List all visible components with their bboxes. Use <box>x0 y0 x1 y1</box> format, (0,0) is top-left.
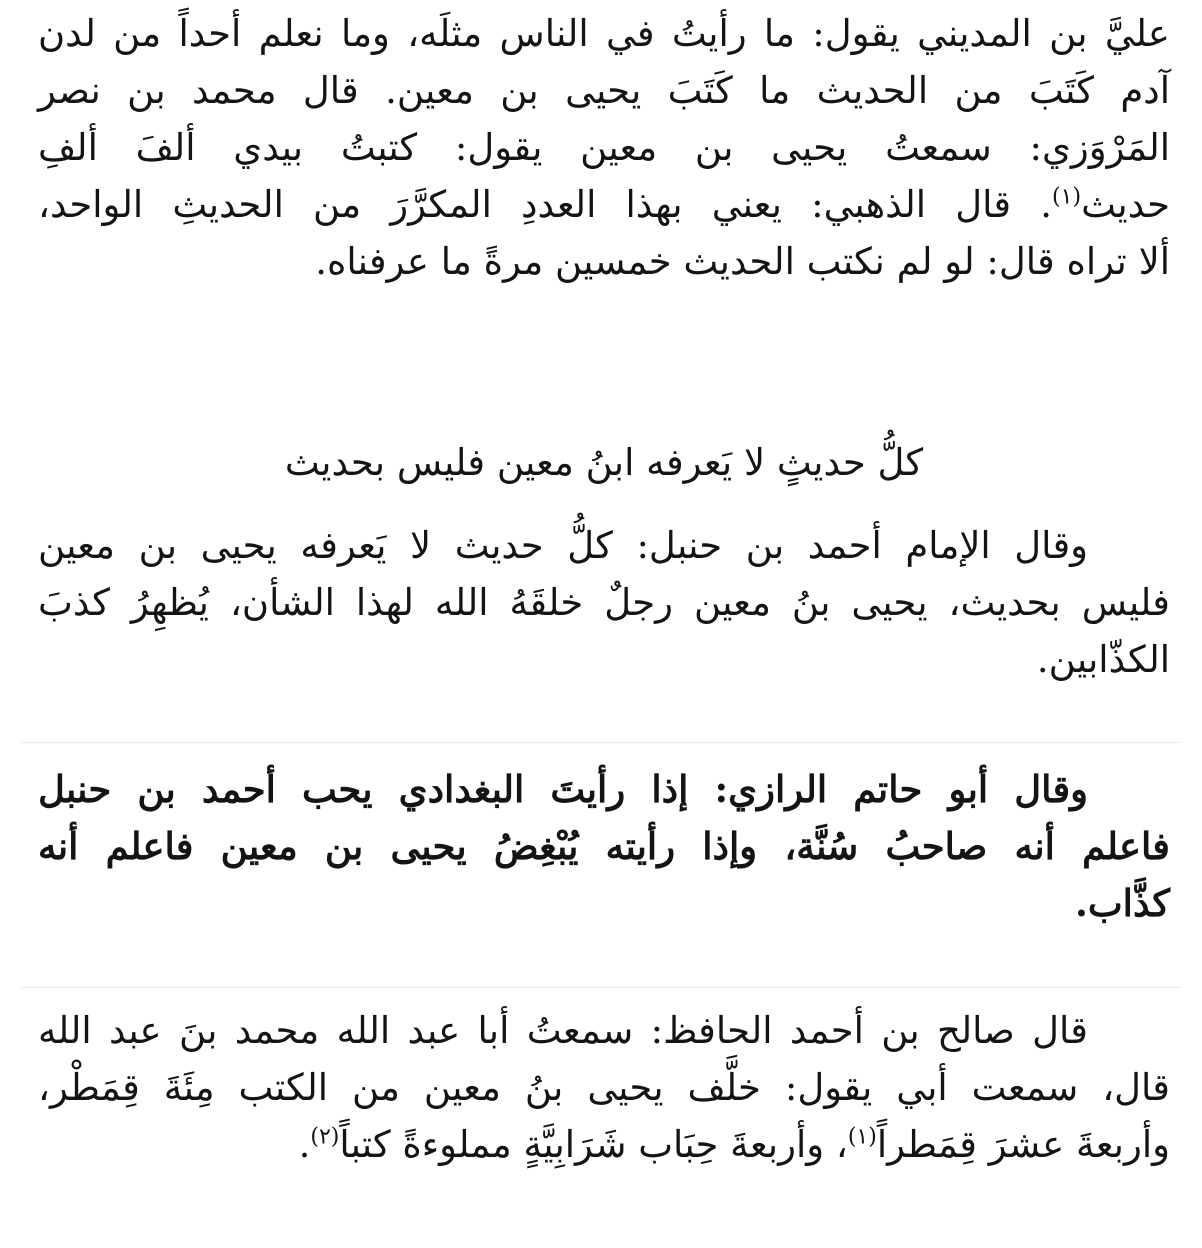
period: . <box>1040 183 1053 226</box>
divider <box>20 987 1182 988</box>
footnote-marker[interactable]: (١) <box>1052 184 1082 210</box>
paragraph-ahmad-ibn-hanbal <box>38 517 1170 688</box>
period: . <box>298 1123 311 1166</box>
paragraph-abu-hatim <box>38 761 1170 932</box>
text-line <box>38 1116 1170 1173</box>
text-fragment: قال الذهبي: يعني بهذا العددِ المكرَّرَ من الحديثِ الواحد، <box>38 183 1012 226</box>
text-line: فاعلم أنه صاحبُ سُنَّة، وإذا رأيته يُبْغِضُ يحيى بن معين فاعلم أنه <box>38 824 1170 868</box>
text-line <box>38 176 1170 233</box>
paragraph-salih-ibn-ahmad <box>38 1002 1170 1173</box>
text-line: آدم كَتَبَ من الحديث ما كَتَبَ يحيى بن معين. قال محمد بن نصر <box>38 69 1170 112</box>
text-line: قال صالح بن أحمد الحافظ: سمعتُ أبا عبد الله محمد بنَ عبد الله <box>38 1009 1088 1052</box>
footnote-marker[interactable]: (٢) <box>310 1124 340 1150</box>
text-fragment: ، وأربعةَ حِبَاب شَرَابِيَّةٍ مملوءةً كتباً <box>339 1123 848 1166</box>
text-line: المَرْوَزي: سمعتُ يحيى بن معين يقول: كتبتُ بيدي ألفَ ألفِ <box>38 126 1170 169</box>
text-line: فليس بحديث، يحيى بنُ معين رجلٌ خلقَهُ الله لهذا الشأن، يُظهِرُ كذبَ <box>38 581 1170 624</box>
text-fragment: وأربعةَ عشرَ قِمَطراً <box>876 1123 1170 1166</box>
footnote-marker[interactable]: (١) <box>847 1124 877 1150</box>
verse-line: كلُّ حديثٍ لا يَعرفه ابنُ معين فليس بحديث <box>284 441 924 484</box>
text-line: قال، سمعت أبي يقول: خلَّف يحيى بنُ معين من الكتب مِئَةَ قِمَطْر، <box>38 1066 1170 1109</box>
text-line: كذَّاب. <box>1074 881 1170 925</box>
word-hadith: حديث <box>1081 183 1170 226</box>
text-line: عليَّ بن المديني يقول: ما رأيتُ في الناس مثلَه، وما نعلم أحداً من لدن <box>38 12 1170 55</box>
divider <box>20 742 1182 743</box>
text-line: وقال الإمام أحمد بن حنبل: كلُّ حديث لا يَعرفه يحيى بن معين <box>38 524 1088 567</box>
text-line: وقال أبو حاتم الرازي: إذا رأيتَ البغدادي يحب أحمد بن حنبل <box>38 767 1088 811</box>
paragraph-ibn-madini <box>38 5 1170 290</box>
text-line: الكذّابين. <box>1036 638 1170 681</box>
text-line: ألا تراه قال: لو لم نكتب الحديث خمسين مرةً ما عرفناه. <box>315 240 1170 283</box>
